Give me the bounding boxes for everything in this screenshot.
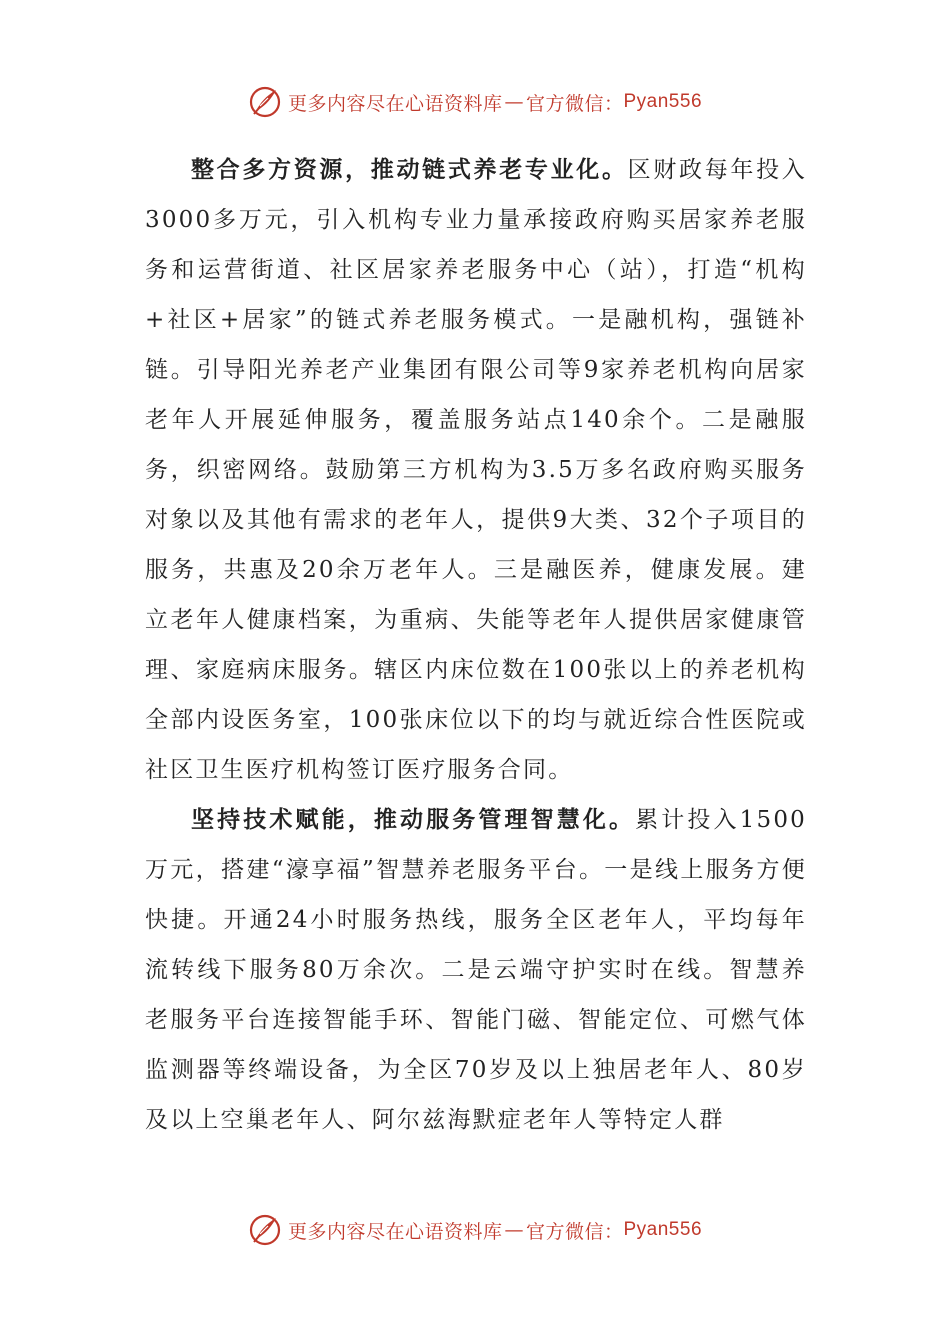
paragraph-1 bbox=[145, 145, 807, 795]
watermark-wechat-label: 官方微信： bbox=[525, 92, 624, 115]
paragraph-1-heading: 整合多方资源，推动链式养老专业化。 bbox=[191, 156, 628, 183]
watermark-text: 更多内容尽在心语资料库 bbox=[287, 92, 503, 115]
paragraph-2 bbox=[145, 795, 807, 1145]
watermark-account: Pyan556 bbox=[623, 1219, 703, 1240]
watermark-account: Pyan556 bbox=[623, 91, 703, 112]
pen-quill-icon bbox=[248, 85, 282, 119]
paragraph-1-body: 区财政每年投入3000多万元，引入机构专业力量承接政府购买居家养老服务和运营街道、社区居家养老服务中心（站），打造“机构+社区+居家”的链式养老服务模式。一是融机构，强链补链。引导阳光养老产业集团有限公司等9家养老机构向居家老年人开展延伸服务，覆盖服务站点140余个。二是融服务，织密网络。鼓励第三方机构为3.5万多名政府购买服务对象以及其他有需求的老年人，提供9大类、32个子项目的服务，共惠及20余万老年人。三是融医养，健康发展。建立老年人健康档案，为重病、失能等老年人提供居家健康管理、家庭病床服务。辖区内床位数在100张以上的养老机构全部内设医务室，100张床位以下的均与就近综合性医院或社区卫生医疗机构签订医疗服务合同。 bbox=[145, 157, 807, 783]
watermark-text: 更多内容尽在心语资料库 bbox=[287, 1220, 503, 1243]
paragraph-2-heading: 坚持技术赋能，推动服务管理智慧化。 bbox=[191, 806, 636, 833]
footer-watermark bbox=[0, 1210, 950, 1250]
paragraph-2-body: 累计投入1500万元，搭建“濠享福”智慧养老服务平台。一是线上服务方便快捷。开通24小时服务热线，服务全区老年人，平均每年流转线下服务80万余次。二是云端守护实时在线。智慧养老服务平台连接智能手环、智能门磁、智能定位、可燃气体监测器等终端设备，为全区70岁及以上独居老年人、80岁及以上空巢老年人、阿尔兹海默症老年人等特定人群 bbox=[145, 807, 807, 1133]
pen-quill-icon bbox=[248, 1213, 282, 1247]
watermark-dash: — bbox=[504, 91, 524, 113]
watermark-wechat-label: 官方微信： bbox=[525, 1220, 624, 1243]
header-watermark bbox=[0, 82, 950, 122]
watermark-dash: — bbox=[504, 1219, 524, 1241]
body-text bbox=[145, 145, 807, 1145]
